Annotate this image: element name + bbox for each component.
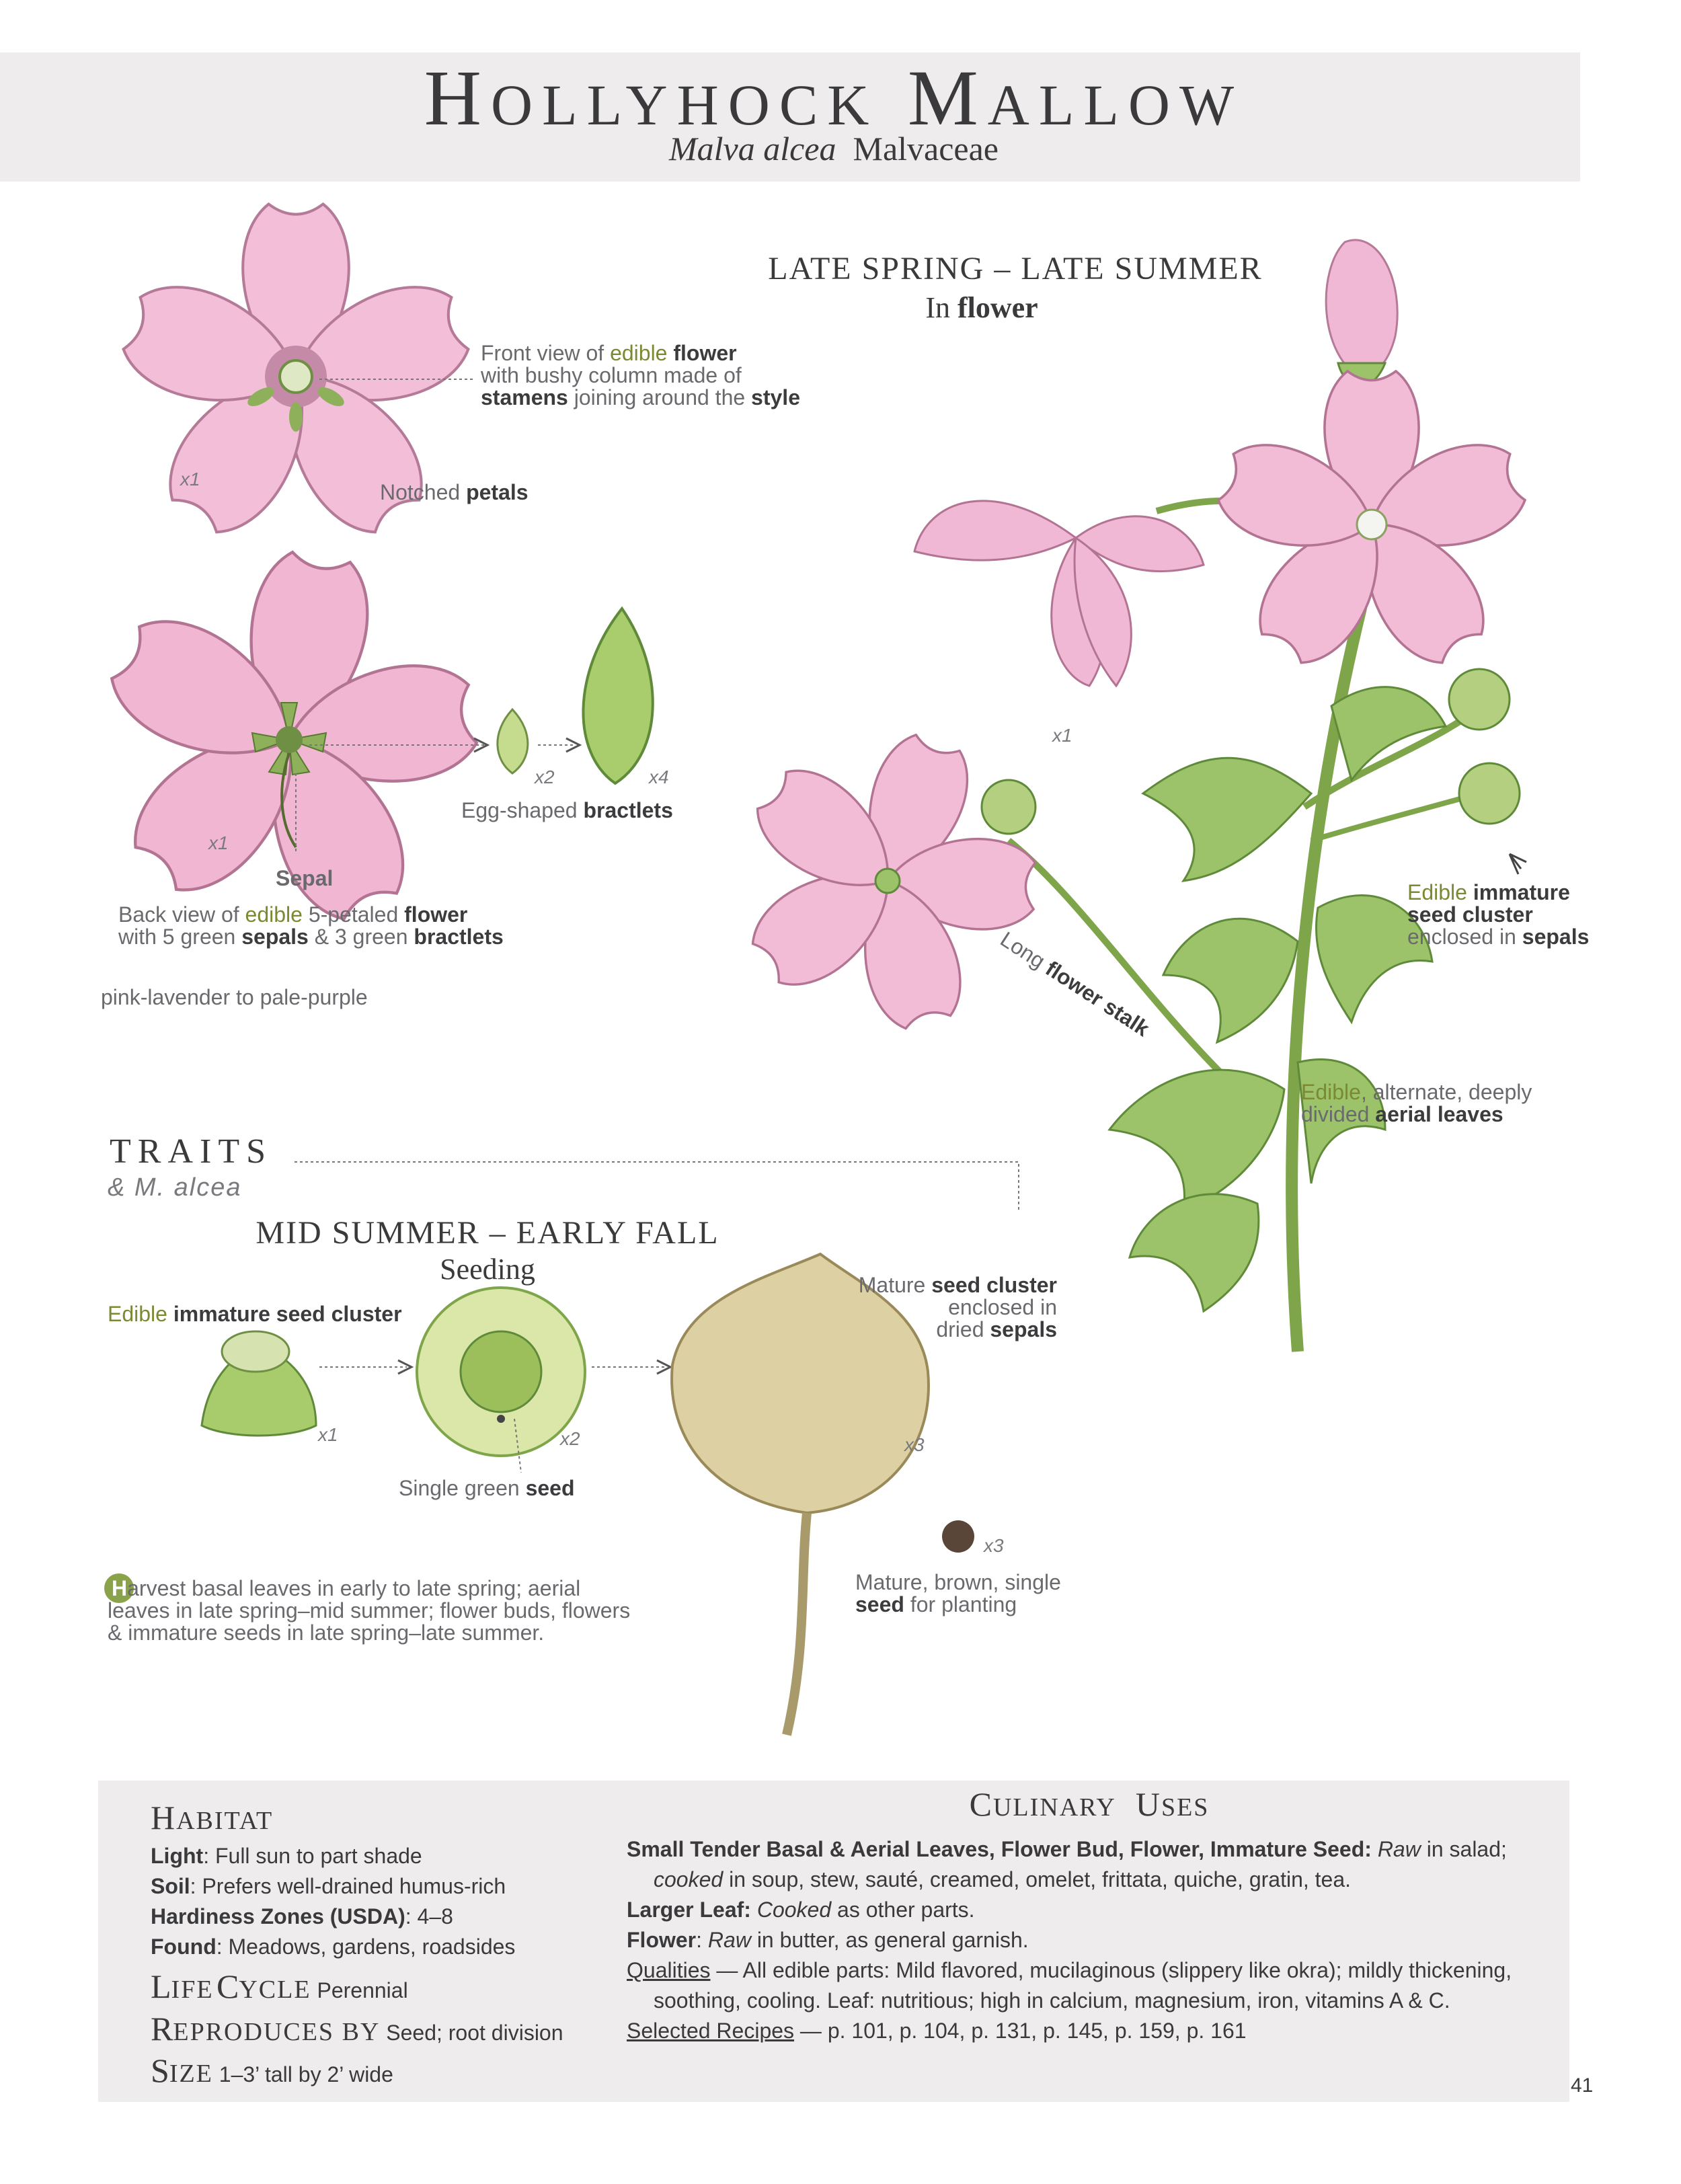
front-view-caption: Front view of edible flower with bushy column made of stamens joining around the style	[481, 341, 800, 410]
habitat-heading: HABITAT	[151, 1799, 274, 1836]
culinary-line-flower: Flower: Raw in butter, as general garnish.	[627, 1928, 1029, 1952]
bractlets-label: Egg-shaped bractlets	[461, 798, 673, 822]
habitat-light: Light: Full sun to part shade	[151, 1844, 422, 1868]
flower-stalk-label: Long flower stalk	[996, 927, 1154, 1042]
page-title: HOLLYHOCK MALLOW	[424, 54, 1244, 142]
culinary-line-qualities: Qualities — All edible parts: Mild flavored, mucilaginous (slippery like okra); mildly thickening,	[627, 1958, 1512, 1982]
mature-seed-caption: Mature seed cluster enclosed in dried sepals	[858, 1273, 1057, 1341]
main-plant-illustration	[740, 240, 1532, 1352]
seeding-state: Seeding	[440, 1253, 535, 1286]
seed-cluster-caption: Edible immature seed cluster enclosed in sepals	[1407, 880, 1590, 949]
harvest-initial: H	[112, 1576, 128, 1600]
harvest-note: Harvest basal leaves in early to late spring; aerial leaves in late spring–mid summer; flower buds, flowers & immature seeds in late spring–late summer.	[108, 1576, 631, 1645]
traits-heading: TRAITS	[110, 1132, 272, 1171]
family-name: Malvaceae	[853, 130, 999, 167]
seeding-period: MID SUMMER – EARLY FALL	[256, 1215, 719, 1251]
color-note: pink-lavender to pale-purple	[101, 985, 368, 1009]
main-plant-scale: x1	[1052, 725, 1072, 746]
culinary-line-larger-leaf: Larger Leaf: Cooked as other parts.	[627, 1898, 975, 1922]
seed-cluster-pointer	[1510, 854, 1526, 874]
habitat-soil: Soil: Prefers well-drained humus-rich	[151, 1874, 506, 1898]
habitat-zones: Hardiness Zones (USDA): 4–8	[151, 1904, 453, 1928]
single-seed-label: Single green seed	[399, 1476, 575, 1500]
petals-label: Notched petals	[380, 480, 529, 504]
front-scale: x1	[180, 469, 200, 490]
back-scale: x1	[208, 832, 229, 853]
life-cycle: LIFE CYCLE Perennial	[151, 1967, 408, 2005]
culinary-heading: CULINARY USES	[969, 1785, 1210, 1823]
selected-recipes-link[interactable]: Selected Recipes	[627, 2019, 795, 2043]
bractlet-large	[583, 609, 652, 783]
culinary-details	[627, 1834, 1568, 2046]
habitat-details	[151, 1841, 515, 1962]
bractlet-large-scale: x4	[649, 767, 669, 787]
brown-seed-illustration	[942, 1520, 974, 1553]
culinary-line-qualities-2: soothing, cooling. Leaf: nutritious; high in calcium, magnesium, iron, vitamins A & C.	[654, 1988, 1450, 2013]
culinary-line-small-parts: Small Tender Basal & Aerial Leaves, Flower Bud, Flower, Immature Seed: Raw in salad;	[627, 1837, 1507, 1861]
aerial-leaves-caption: Edible, alternate, deeply divided aerial leaves	[1301, 1080, 1532, 1126]
sepal-label: Sepal	[276, 866, 334, 890]
mature-pod-scale: x3	[904, 1434, 925, 1455]
culinary-line-recipes: Selected Recipes — p. 101, p. 104, p. 131, p. 145, p. 159, p. 161	[627, 2019, 1247, 2043]
traits-subheading: & M. alcea	[108, 1173, 242, 1202]
seeding-scale-1: x1	[318, 1424, 338, 1445]
bractlet-small	[498, 709, 528, 773]
page-number: 41	[1571, 2074, 1594, 2097]
seeding-scale-2: x2	[560, 1428, 580, 1449]
back-view-caption: Back view of edible 5-petaled flower with 5 green sepals & 3 green bractlets	[118, 902, 504, 949]
brown-seed-scale: x3	[984, 1535, 1004, 1556]
flowering-state: In flower	[925, 291, 1038, 324]
latin-name: Malva alcea	[668, 130, 836, 167]
brown-seed-caption: Mature, brown, single seed for planting	[855, 1570, 1061, 1616]
habitat-found: Found: Meadows, gardens, roadsides	[151, 1935, 516, 1959]
traits-leader	[295, 1162, 1019, 1210]
immature-seed-cluster-illustration	[202, 1331, 316, 1436]
plant-size: SIZE 1–3’ tall by 2’ wide	[151, 2052, 393, 2089]
reproduces-by: REPRODUCES BY Seed; root division	[151, 2010, 563, 2048]
flowering-period: LATE SPRING – LATE SUMMER	[768, 251, 1263, 286]
bractlet-small-scale: x2	[535, 767, 555, 787]
immature-seed-label: Edible immature seed cluster	[108, 1302, 402, 1326]
culinary-line-cooked: cooked in soup, stew, sauté, creamed, omelet, frittata, quiche, gratin, tea.	[654, 1867, 1352, 1892]
